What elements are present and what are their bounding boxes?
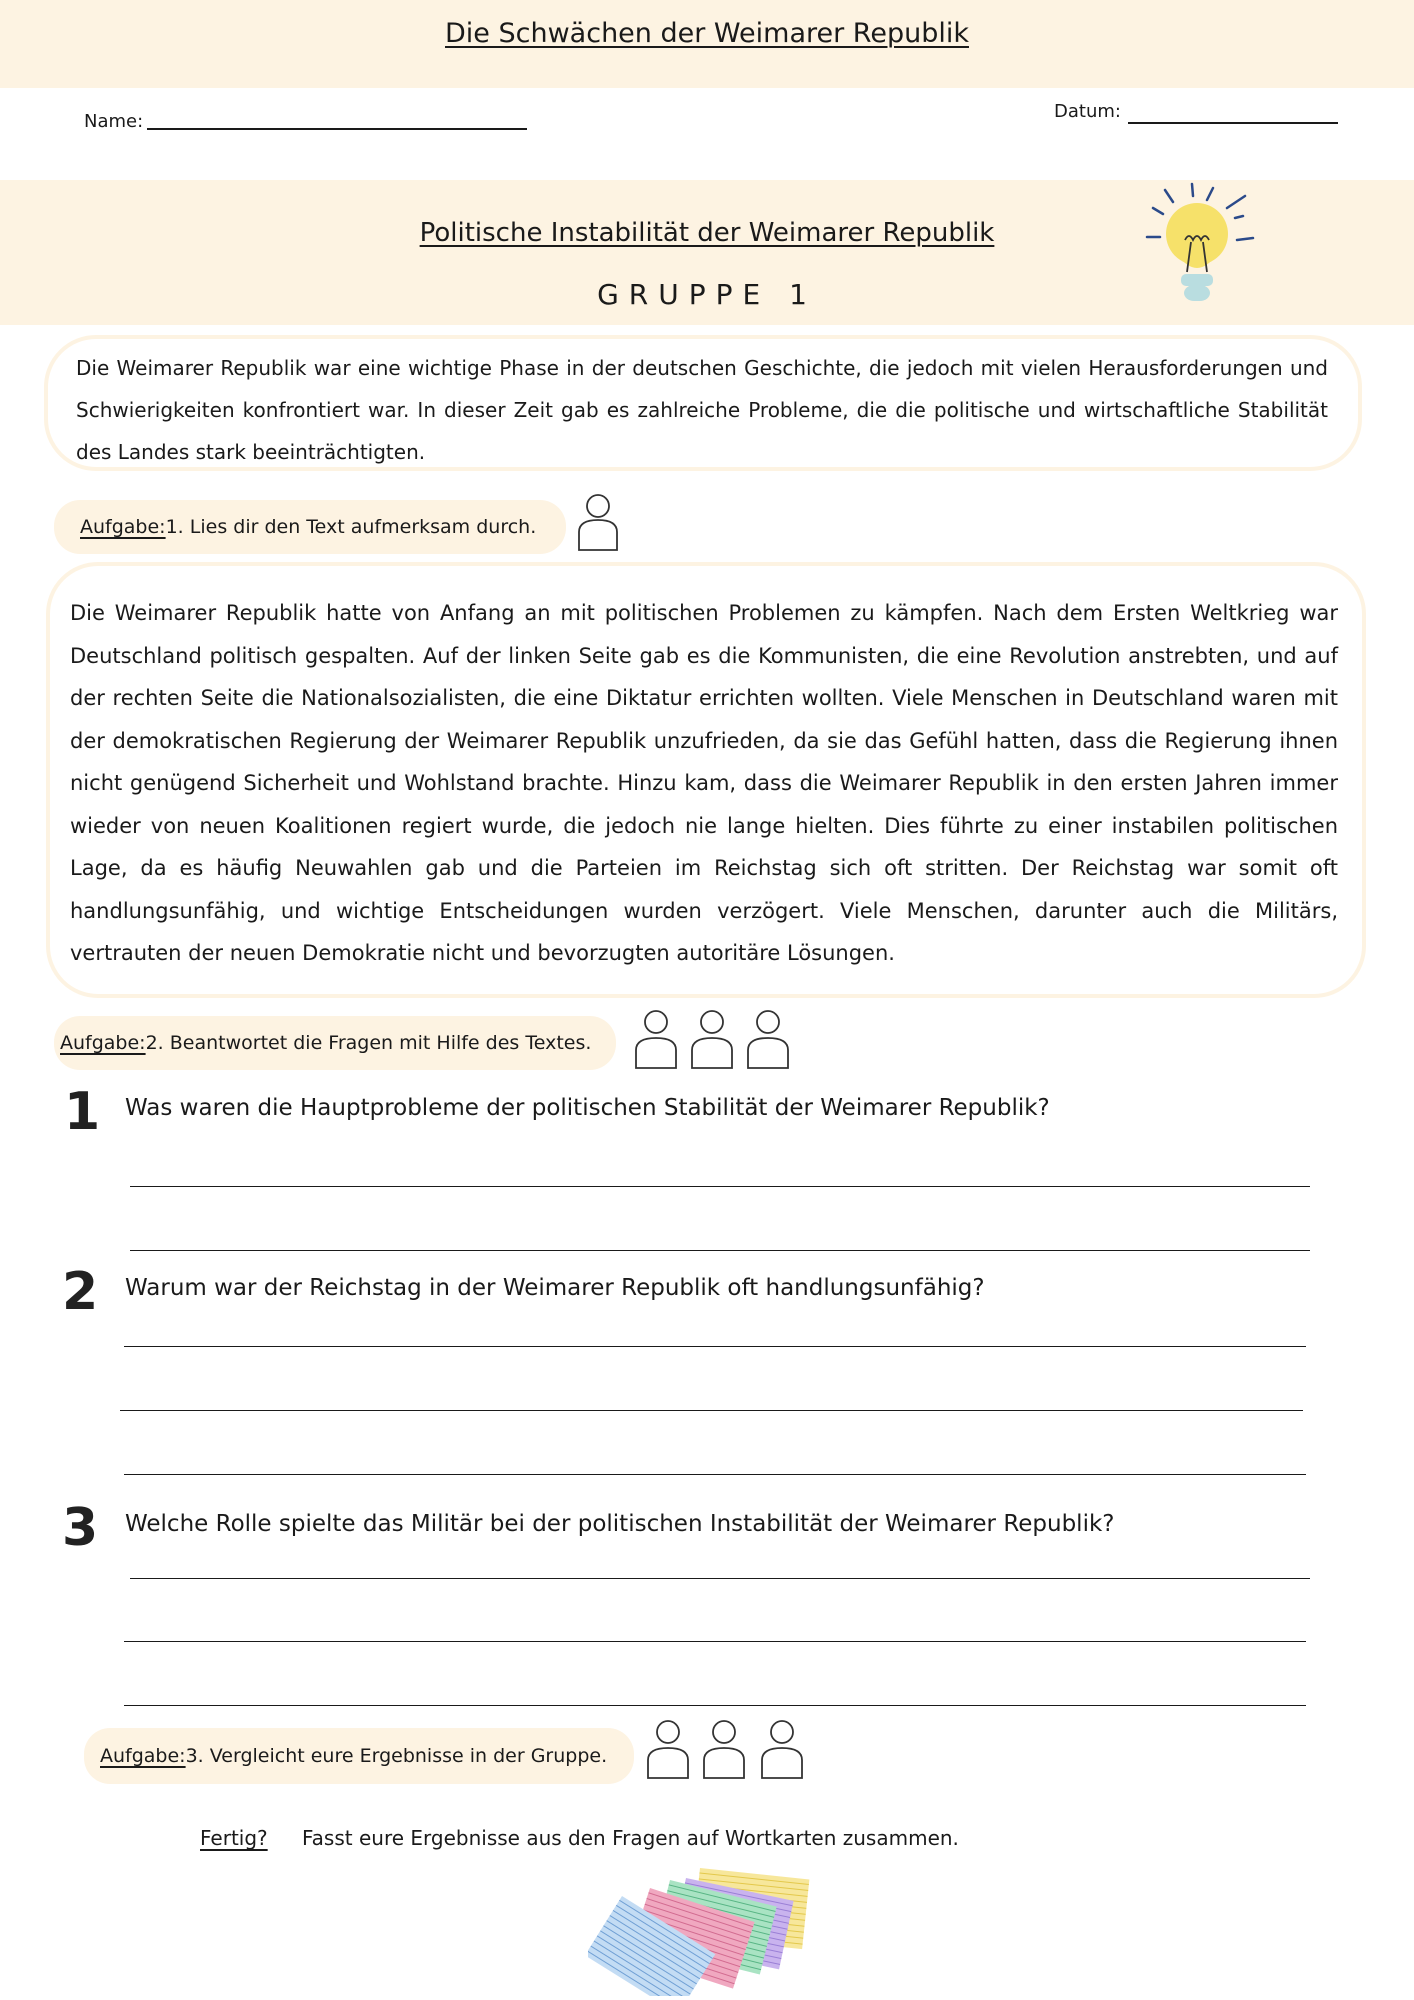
intro-text: Die Weimarer Republik war eine wichtige Phase in der deutschen Geschichte, die jedoch mit vielen Herausforderungen und Schwierigkeiten konfrontiert war. In dieser Zeit gab es zahlreiche Probleme, die die politische und wirtschaftliche Stabilität des Landes stark beeinträchtigten. <box>76 356 1328 464</box>
answer-line[interactable] <box>130 1186 1310 1187</box>
group-icon <box>644 1718 808 1782</box>
task-3-label: Aufgabe: <box>100 1745 186 1767</box>
task-1 <box>54 500 566 554</box>
answer-line[interactable] <box>120 1410 1303 1411</box>
main-text: Die Weimarer Republik hatte von Anfang an mit politischen Problemen zu kämpfen. Nach dem Ersten Weltkrieg war Deutschland politisch gespalten. Auf der linken Seite gab es die Kommunisten, die eine Revolution anstrebten, und auf der rechten Seite die Nationalsozialisten, die eine Diktatur errichten wollten. Viele Menschen in Deutschland waren mit der demokratischen Regierung der Weimarer Republik unzufrieden, da sie das Gefühl hatten, dass die Regierung ihnen nicht genügend Sicherheit und Wohlstand brachte. Hinzu kam, dass die Weimarer Republik in den ersten Jahren immer wieder von neuen Koalitionen regiert wurde, die jedoch nie lange hielten. Dies führte zu einer instabilen politischen Lage, da es häufig Neuwahlen gab und die Parteien im Reichstag sich oft stritten. Der Reichstag war somit oft handlungsunfähig, und wichtige Entscheidungen wurden verzögert. Viele Menschen, darunter auch die Militärs, vertrauten der neuen Demokratie nicht und bevorzugten autoritäre Lösungen. <box>70 601 1338 965</box>
answer-line[interactable] <box>124 1641 1306 1642</box>
finish-label: Fertig? <box>200 1826 268 1850</box>
page-title: Die Schwächen der Weimarer Republik <box>445 18 969 49</box>
group-icon <box>632 1008 792 1072</box>
task-2-text: 2. Beantwortet die Fragen mit Hilfe des Textes. <box>145 1032 592 1054</box>
question-3-number: 3 <box>62 1498 99 1558</box>
lightbulb-icon <box>1135 182 1265 317</box>
date-label: Datum: <box>1054 101 1121 122</box>
question-2-text: Warum war der Reichstag in der Weimarer Republik oft handlungsunfähig? <box>125 1275 985 1301</box>
name-field[interactable] <box>147 128 527 130</box>
task-2 <box>54 1016 616 1070</box>
question-2-number: 2 <box>62 1262 99 1322</box>
question-1-text: Was waren die Hauptprobleme der politischen Stabilität der Weimarer Republik? <box>125 1095 1050 1121</box>
task-3-text: 3. Vergleicht eure Ergebnisse in der Gruppe. <box>185 1745 608 1767</box>
answer-line[interactable] <box>124 1705 1306 1706</box>
person-icon <box>575 492 621 554</box>
answer-line[interactable] <box>130 1578 1310 1579</box>
date-field[interactable] <box>1128 122 1338 124</box>
finish-text: Fasst eure Ergebnisse aus den Fragen auf Wortkarten zusammen. <box>302 1826 959 1850</box>
task-1-text: 1. Lies dir den Text aufmerksam durch. <box>165 516 537 538</box>
task-2-label: Aufgabe: <box>60 1032 146 1054</box>
index-cards-icon <box>588 1860 828 1996</box>
intro-box <box>44 335 1362 471</box>
name-label: Name: <box>84 111 144 132</box>
answer-line[interactable] <box>124 1474 1306 1475</box>
task-3 <box>84 1728 634 1784</box>
question-3-text: Welche Rolle spielte das Militär bei der politischen Instabilität der Weimarer Republik? <box>125 1511 1115 1537</box>
header-band <box>0 0 1414 88</box>
answer-line[interactable] <box>124 1346 1306 1347</box>
main-text-box <box>46 562 1366 998</box>
group-label: GRUPPE 1 <box>597 278 817 311</box>
task-1-label: Aufgabe: <box>80 516 166 538</box>
answer-line[interactable] <box>130 1250 1310 1251</box>
question-1-number: 1 <box>64 1082 101 1142</box>
section-title: Politische Instabilität der Weimarer Republik <box>419 218 995 248</box>
